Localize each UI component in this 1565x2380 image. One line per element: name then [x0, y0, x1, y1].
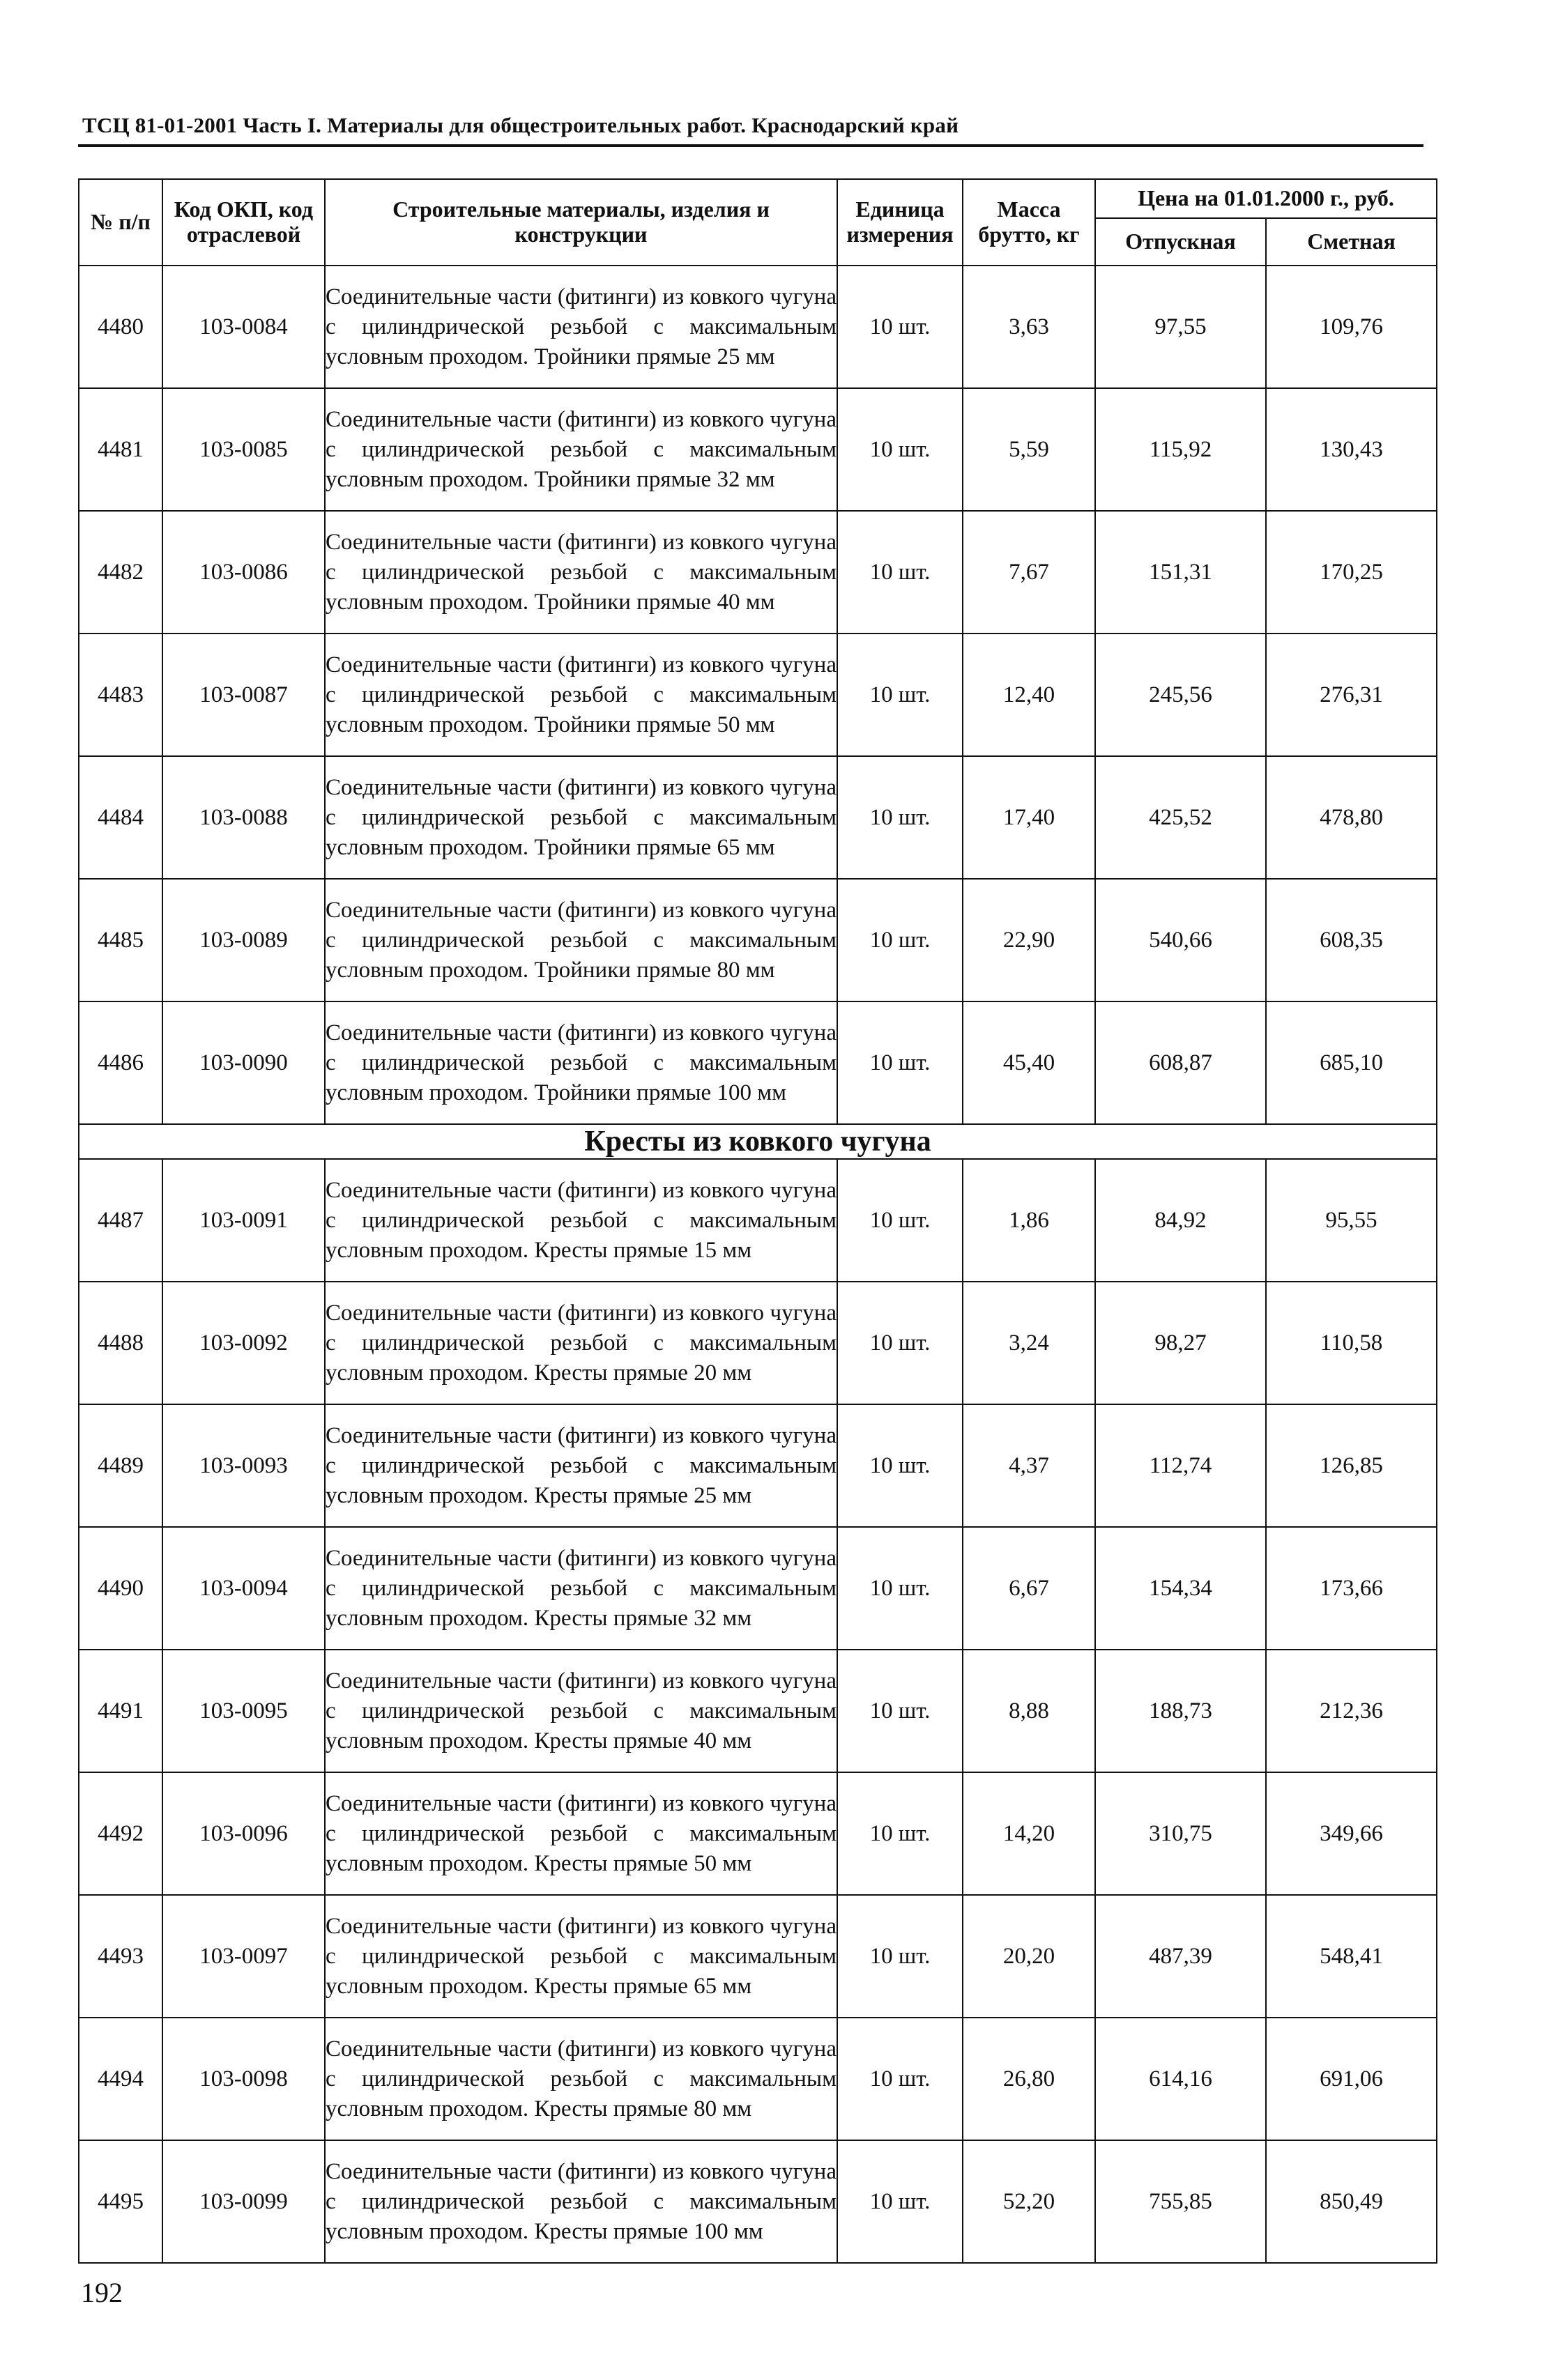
material-description: Соединительные части (фитинги) из ковкого чугуна с цилиндрической резьбой с максимальным условным проходом. Кресты прямые 15 мм	[325, 1159, 837, 1282]
gross-mass: 6,67	[963, 1527, 1095, 1650]
section-row	[79, 1124, 1437, 1159]
unit-of-measure: 10 шт.	[837, 2140, 963, 2263]
okp-code: 103-0094	[162, 1527, 325, 1650]
row-number: 4488	[79, 1282, 162, 1404]
gross-mass: 45,40	[963, 1001, 1095, 1124]
material-description: Соединительные части (фитинги) из ковкого чугуна с цилиндрической резьбой с максимальным условным проходом. Кресты прямые 50 мм	[325, 1772, 837, 1895]
col-header-code: Код ОКП, код отраслевой	[162, 179, 325, 266]
unit-of-measure: 10 шт.	[837, 634, 963, 756]
row-number: 4486	[79, 1001, 162, 1124]
gross-mass: 3,24	[963, 1282, 1095, 1404]
price-table	[78, 178, 1437, 2264]
row-number: 4494	[79, 2018, 162, 2140]
row-number: 4483	[79, 634, 162, 756]
table-row	[79, 2140, 1437, 2263]
release-price: 614,16	[1095, 2018, 1266, 2140]
unit-of-measure: 10 шт.	[837, 511, 963, 634]
row-number: 4491	[79, 1650, 162, 1772]
release-price: 188,73	[1095, 1650, 1266, 1772]
unit-of-measure: 10 шт.	[837, 1895, 963, 2018]
row-number: 4495	[79, 2140, 162, 2263]
okp-code: 103-0096	[162, 1772, 325, 1895]
material-description: Соединительные части (фитинги) из ковкого чугуна с цилиндрической резьбой с максимальным условным проходом. Тройники прямые 32 мм	[325, 388, 837, 511]
row-number: 4490	[79, 1527, 162, 1650]
estimate-price: 126,85	[1266, 1404, 1437, 1527]
table-row	[79, 1895, 1437, 2018]
unit-of-measure: 10 шт.	[837, 1159, 963, 1282]
table-row	[79, 2018, 1437, 2140]
release-price: 154,34	[1095, 1527, 1266, 1650]
col-header-desc: Строительные материалы, изделия и конструкции	[325, 179, 837, 266]
page-header: ТСЦ 81-01-2001 Часть I. Материалы для общестроительных работ. Краснодарский край	[82, 113, 959, 137]
material-description: Соединительные части (фитинги) из ковкого чугуна с цилиндрической резьбой с максимальным условным проходом. Кресты прямые 32 мм	[325, 1527, 837, 1650]
row-number: 4482	[79, 511, 162, 634]
unit-of-measure: 10 шт.	[837, 1650, 963, 1772]
table-row	[79, 1282, 1437, 1404]
okp-code: 103-0084	[162, 266, 325, 388]
estimate-price: 850,49	[1266, 2140, 1437, 2263]
unit-of-measure: 10 шт.	[837, 388, 963, 511]
unit-of-measure: 10 шт.	[837, 1527, 963, 1650]
gross-mass: 17,40	[963, 756, 1095, 879]
material-description: Соединительные части (фитинги) из ковкого чугуна с цилиндрической резьбой с максимальным условным проходом. Тройники прямые 100 мм	[325, 1001, 837, 1124]
release-price: 540,66	[1095, 879, 1266, 1001]
unit-of-measure: 10 шт.	[837, 266, 963, 388]
estimate-price: 608,35	[1266, 879, 1437, 1001]
release-price: 151,31	[1095, 511, 1266, 634]
table-row	[79, 634, 1437, 756]
okp-code: 103-0093	[162, 1404, 325, 1527]
col-header-price-group: Цена на 01.01.2000 г., руб.	[1095, 179, 1437, 218]
okp-code: 103-0097	[162, 1895, 325, 2018]
gross-mass: 8,88	[963, 1650, 1095, 1772]
material-description: Соединительные части (фитинги) из ковкого чугуна с цилиндрической резьбой с максимальным условным проходом. Тройники прямые 80 мм	[325, 879, 837, 1001]
okp-code: 103-0090	[162, 1001, 325, 1124]
estimate-price: 110,58	[1266, 1282, 1437, 1404]
row-number: 4489	[79, 1404, 162, 1527]
table-row	[79, 1159, 1437, 1282]
unit-of-measure: 10 шт.	[837, 1404, 963, 1527]
gross-mass: 1,86	[963, 1159, 1095, 1282]
table-row	[79, 388, 1437, 511]
material-description: Соединительные части (фитинги) из ковкого чугуна с цилиндрической резьбой с максимальным условным проходом. Тройники прямые 65 мм	[325, 756, 837, 879]
row-number: 4493	[79, 1895, 162, 2018]
material-description: Соединительные части (фитинги) из ковкого чугуна с цилиндрической резьбой с максимальным условным проходом. Кресты прямые 20 мм	[325, 1282, 837, 1404]
okp-code: 103-0091	[162, 1159, 325, 1282]
gross-mass: 4,37	[963, 1404, 1095, 1527]
row-number: 4492	[79, 1772, 162, 1895]
gross-mass: 3,63	[963, 266, 1095, 388]
material-description: Соединительные части (фитинги) из ковкого чугуна с цилиндрической резьбой с максимальным условным проходом. Кресты прямые 80 мм	[325, 2018, 837, 2140]
okp-code: 103-0085	[162, 388, 325, 511]
table-row	[79, 756, 1437, 879]
material-description: Соединительные части (фитинги) из ковкого чугуна с цилиндрической резьбой с максимальным условным проходом. Кресты прямые 25 мм	[325, 1404, 837, 1527]
table-row	[79, 879, 1437, 1001]
estimate-price: 95,55	[1266, 1159, 1437, 1282]
col-header-mass: Масса брутто, кг	[963, 179, 1095, 266]
release-price: 487,39	[1095, 1895, 1266, 2018]
release-price: 310,75	[1095, 1772, 1266, 1895]
estimate-price: 349,66	[1266, 1772, 1437, 1895]
okp-code: 103-0098	[162, 2018, 325, 2140]
release-price: 84,92	[1095, 1159, 1266, 1282]
okp-code: 103-0092	[162, 1282, 325, 1404]
table-row	[79, 1001, 1437, 1124]
release-price: 98,27	[1095, 1282, 1266, 1404]
material-description: Соединительные части (фитинги) из ковкого чугуна с цилиндрической резьбой с максимальным условным проходом. Тройники прямые 50 мм	[325, 634, 837, 756]
estimate-price: 691,06	[1266, 2018, 1437, 2140]
col-header-estimate: Сметная	[1266, 218, 1437, 266]
okp-code: 103-0088	[162, 756, 325, 879]
release-price: 608,87	[1095, 1001, 1266, 1124]
estimate-price: 130,43	[1266, 388, 1437, 511]
release-price: 425,52	[1095, 756, 1266, 879]
release-price: 112,74	[1095, 1404, 1266, 1527]
estimate-price: 212,36	[1266, 1650, 1437, 1772]
estimate-price: 548,41	[1266, 1895, 1437, 2018]
table-row	[79, 1527, 1437, 1650]
unit-of-measure: 10 шт.	[837, 756, 963, 879]
okp-code: 103-0086	[162, 511, 325, 634]
unit-of-measure: 10 шт.	[837, 1001, 963, 1124]
material-description: Соединительные части (фитинги) из ковкого чугуна с цилиндрической резьбой с максимальным условным проходом. Кресты прямые 65 мм	[325, 1895, 837, 2018]
table-row	[79, 1650, 1437, 1772]
unit-of-measure: 10 шт.	[837, 879, 963, 1001]
release-price: 115,92	[1095, 388, 1266, 511]
row-number: 4487	[79, 1159, 162, 1282]
table-row	[79, 266, 1437, 388]
gross-mass: 22,90	[963, 879, 1095, 1001]
gross-mass: 52,20	[963, 2140, 1095, 2263]
table-row	[79, 1772, 1437, 1895]
table-row	[79, 511, 1437, 634]
header-rule	[78, 144, 1423, 147]
estimate-price: 478,80	[1266, 756, 1437, 879]
release-price: 245,56	[1095, 634, 1266, 756]
estimate-price: 276,31	[1266, 634, 1437, 756]
row-number: 4480	[79, 266, 162, 388]
gross-mass: 14,20	[963, 1772, 1095, 1895]
release-price: 755,85	[1095, 2140, 1266, 2263]
material-description: Соединительные части (фитинги) из ковкого чугуна с цилиндрической резьбой с максимальным условным проходом. Кресты прямые 100 мм	[325, 2140, 837, 2263]
gross-mass: 5,59	[963, 388, 1095, 511]
row-number: 4484	[79, 756, 162, 879]
row-number: 4485	[79, 879, 162, 1001]
unit-of-measure: 10 шт.	[837, 2018, 963, 2140]
release-price: 97,55	[1095, 266, 1266, 388]
material-description: Соединительные части (фитинги) из ковкого чугуна с цилиндрической резьбой с максимальным условным проходом. Тройники прямые 25 мм	[325, 266, 837, 388]
gross-mass: 26,80	[963, 2018, 1095, 2140]
estimate-price: 170,25	[1266, 511, 1437, 634]
table-row	[79, 1404, 1437, 1527]
section-title: Кресты из ковкого чугуна	[79, 1124, 1437, 1159]
gross-mass: 7,67	[963, 511, 1095, 634]
col-header-num: № п/п	[79, 179, 162, 266]
page-number: 192	[81, 2277, 123, 2308]
table-header	[79, 179, 1437, 266]
estimate-price: 685,10	[1266, 1001, 1437, 1124]
okp-code: 103-0095	[162, 1650, 325, 1772]
row-number: 4481	[79, 388, 162, 511]
okp-code: 103-0099	[162, 2140, 325, 2263]
gross-mass: 20,20	[963, 1895, 1095, 2018]
estimate-price: 173,66	[1266, 1527, 1437, 1650]
gross-mass: 12,40	[963, 634, 1095, 756]
unit-of-measure: 10 шт.	[837, 1772, 963, 1895]
unit-of-measure: 10 шт.	[837, 1282, 963, 1404]
col-header-unit: Единица измерения	[837, 179, 963, 266]
material-description: Соединительные части (фитинги) из ковкого чугуна с цилиндрической резьбой с максимальным условным проходом. Тройники прямые 40 мм	[325, 511, 837, 634]
material-description: Соединительные части (фитинги) из ковкого чугуна с цилиндрической резьбой с максимальным условным проходом. Кресты прямые 40 мм	[325, 1650, 837, 1772]
col-header-release: Отпускная	[1095, 218, 1266, 266]
table-body	[79, 266, 1437, 2263]
okp-code: 103-0089	[162, 879, 325, 1001]
okp-code: 103-0087	[162, 634, 325, 756]
estimate-price: 109,76	[1266, 266, 1437, 388]
